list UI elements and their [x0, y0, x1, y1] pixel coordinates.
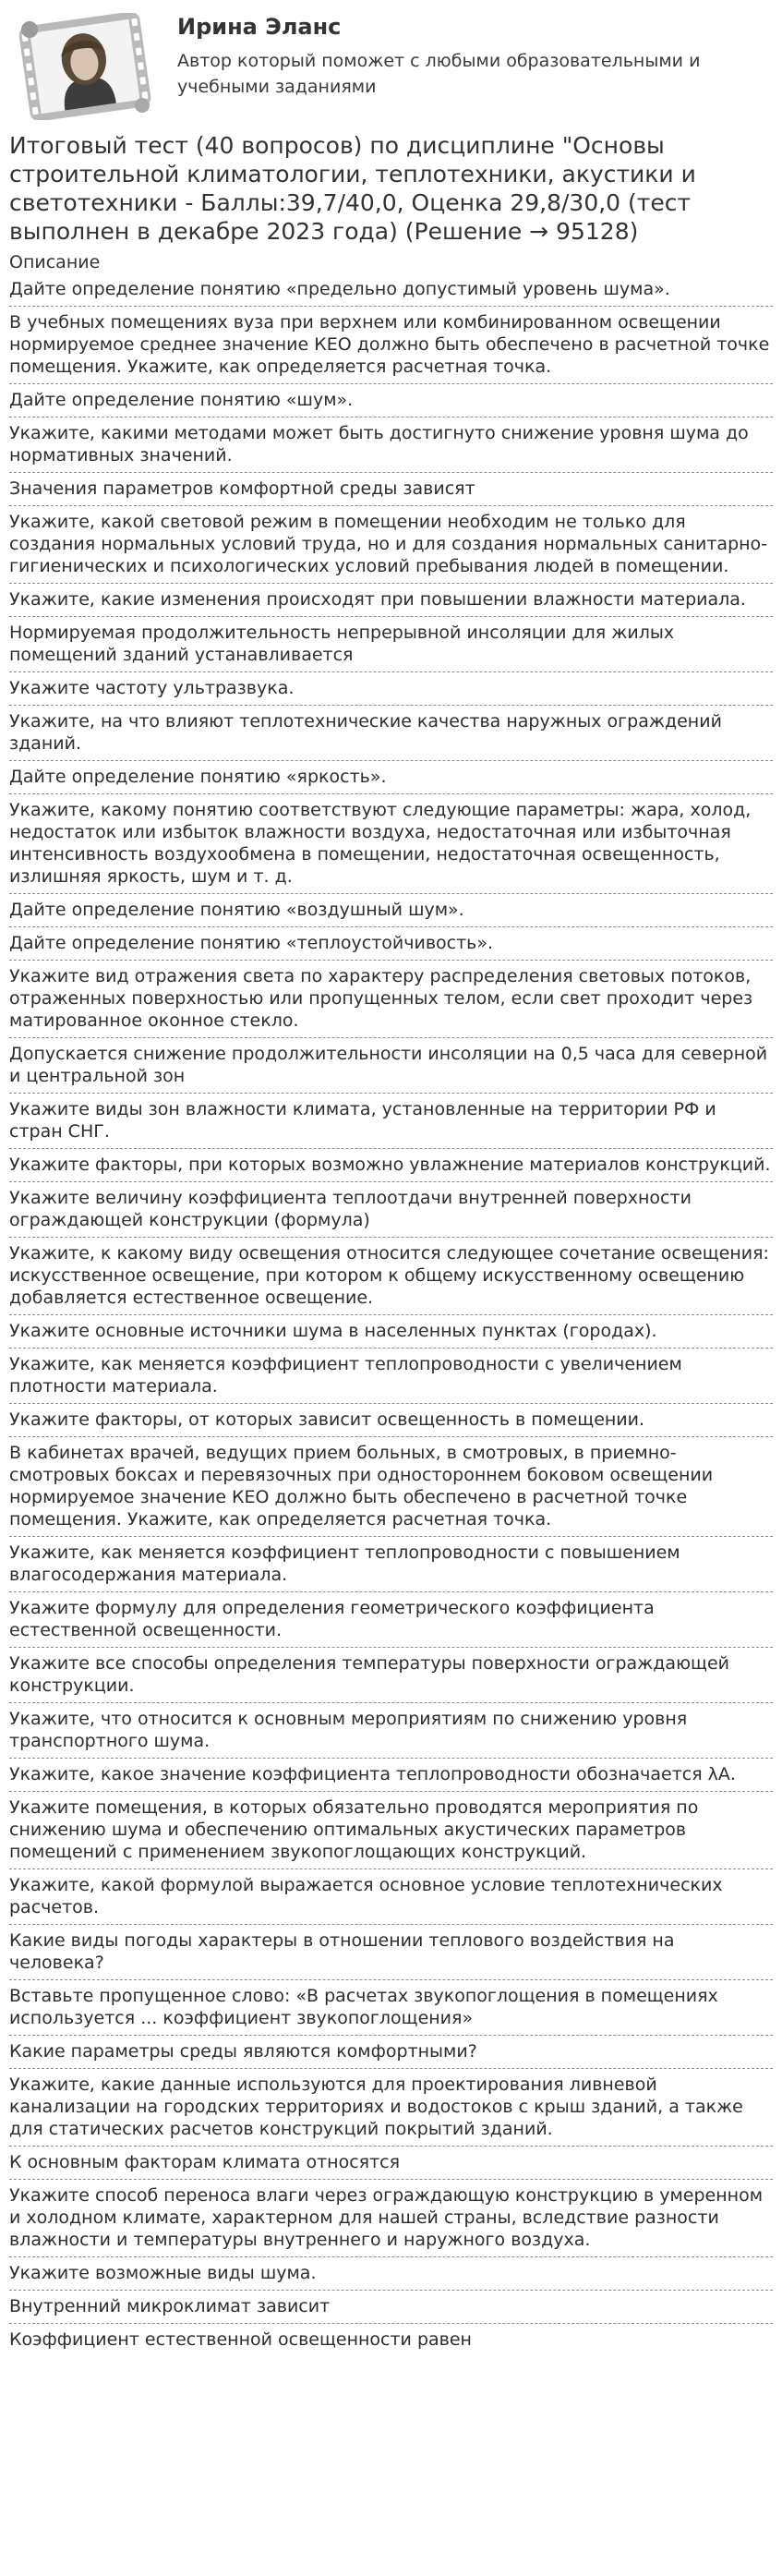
question-item: Укажите, какое значение коэффициента теплопроводности обозначается λА.	[9, 1759, 773, 1792]
question-item: Укажите виды зон влажности климата, установленные на территории РФ и стран СНГ.	[9, 1094, 773, 1149]
question-item: Укажите факторы, при которых возможно увлажнение материалов конструкций.	[9, 1149, 773, 1182]
author-avatar[interactable]	[11, 13, 159, 120]
question-item: Укажите, как меняется коэффициент теплопроводности с увеличением плотности материала.	[9, 1348, 773, 1404]
question-list	[9, 273, 773, 2356]
question-item: К основным факторам климата относятся	[9, 2147, 773, 2180]
question-item: Укажите, какие данные используются для проектирования ливневой канализации на городских территориях и водостоков с крыш зданий, а также для статических расчетов конструкций покрытий зданий.	[9, 2069, 773, 2147]
question-item: Укажите, какой формулой выражается основное условие теплотехнических расчетов.	[9, 1869, 773, 1925]
question-item: В кабинетах врачей, ведущих прием больных, в смотровых, в приемно-смотровых боксах и перевязочных при одностороннем боковом освещении нормируемое значение КЕО должно быть обеспечено в расчетной точке помещения. Укажите, как определяется расчетная точка.	[9, 1437, 773, 1537]
question-item: Укажите все способы определения температуры поверхности ограждающей конструкции.	[9, 1648, 773, 1703]
author-photo-icon	[11, 13, 159, 120]
question-item: Укажите, на что влияют теплотехнические качества наружных ограждений зданий.	[9, 706, 773, 761]
question-item: Нормируемая продолжительность непрерывной инсоляции для жилых помещений зданий устанавливается	[9, 617, 773, 672]
description-label: Описание	[9, 252, 101, 272]
author-description: Автор который поможет с любыми образовательными и учебными заданиями	[177, 51, 701, 97]
author-name[interactable]: Ирина Эланс	[177, 14, 342, 40]
question-item: Укажите, как меняется коэффициент теплопроводности с повышением влагосодержания материала.	[9, 1537, 773, 1592]
question-item: Дайте определение понятию «теплоустойчивость».	[9, 927, 773, 961]
question-item: Дайте определение понятию «воздушный шум».	[9, 894, 773, 927]
question-item: Укажите вид отражения света по характеру распределения световых потоков, отраженных поверхностью или пропущенных телом, если свет проходит через матированное оконное стекло.	[9, 961, 773, 1038]
question-item: Вставьте пропущенное слово: «В расчетах звукопоглощения в помещениях используется ... коэффициент звукопоглощения»	[9, 1980, 773, 2036]
page-title: Итоговый тест (40 вопросов) по дисциплине "Основы строительной климатологии, теплотехники, акустики и светотехники - Баллы:39,7/40,0, Оценка 29,8/30,0 (тест выполнен в декабре 2023 года) (Решение → 95128)	[9, 132, 696, 245]
question-item: Дайте определение понятию «шум».	[9, 384, 773, 417]
question-item: Укажите помещения, в которых обязательно проводятся мероприятия по снижению шума и обеспечению оптимальных акустических параметров помещений с применением звукопоглощающих конструкций.	[9, 1792, 773, 1869]
question-item: Укажите формулу для определения геометрического коэффициента естественной освещенности.	[9, 1592, 773, 1648]
question-item: Укажите величину коэффициента теплоотдачи внутренней поверхности ограждающей конструкции (формула)	[9, 1182, 773, 1238]
question-item: Дайте определение понятию «яркость».	[9, 761, 773, 794]
question-item: Укажите частоту ультразвука.	[9, 672, 773, 706]
question-item: Какие параметры среды являются комфортными?	[9, 2036, 773, 2069]
question-item: Допускается снижение продолжительности инсоляции на 0,5 часа для северной и центральной зон	[9, 1038, 773, 1094]
question-item: Укажите, какому понятию соответствуют следующие параметры: жара, холод, недостаток или избыток влажности воздуха, недостаточная или избыточная интенсивность воздухообмена в помещении, недостаточная освещенность, излишняя яркость, шум и т. д.	[9, 794, 773, 894]
question-item: В учебных помещениях вуза при верхнем или комбинированном освещении нормируемое среднее значение КЕО должно быть обеспечено в расчетной точке помещения. Укажите, как определяется расчетная точка.	[9, 307, 773, 384]
question-item: Укажите, какими методами может быть достигнуто снижение уровня шума до нормативных значений.	[9, 417, 773, 473]
question-item: Укажите, что относится к основным мероприятиям по снижению уровня транспортного шума.	[9, 1703, 773, 1759]
question-item: Укажите основные источники шума в населенных пунктах (городах).	[9, 1315, 773, 1348]
question-item: Укажите способ переноса влаги через ограждающую конструкцию в умеренном и холодном климате, характерном для нашей страны, вследствие разности влажности и температуры внутреннего и наружного воздуха.	[9, 2180, 773, 2257]
question-item: Укажите возможные виды шума.	[9, 2257, 773, 2291]
question-item: Укажите факторы, от которых зависит освещенность в помещении.	[9, 1404, 773, 1437]
question-item: Внутренний микроклимат зависит	[9, 2291, 773, 2324]
question-item: Дайте определение понятию «предельно допустимый уровень шума».	[9, 273, 773, 307]
question-item: Значения параметров комфортной среды зависят	[9, 473, 773, 506]
question-item: Коэффициент естественной освещенности равен	[9, 2329, 472, 2350]
question-item: Укажите, к какому виду освещения относится следующее сочетание освещения: искусственное освещение, при котором к общему искусственному освещению добавляется естественное освещение.	[9, 1238, 773, 1315]
author-card	[9, 0, 773, 120]
question-item: Укажите, какие изменения происходят при повышении влажности материала.	[9, 584, 773, 617]
question-item: Какие виды погоды характеры в отношении теплового воздействия на человека?	[9, 1925, 773, 1980]
question-item: Укажите, какой световой режим в помещении необходим не только для создания нормальных условий труда, но и для создания нормальных санитарно-гигиенических и психологических условий пребывания людей в помещении.	[9, 506, 773, 584]
